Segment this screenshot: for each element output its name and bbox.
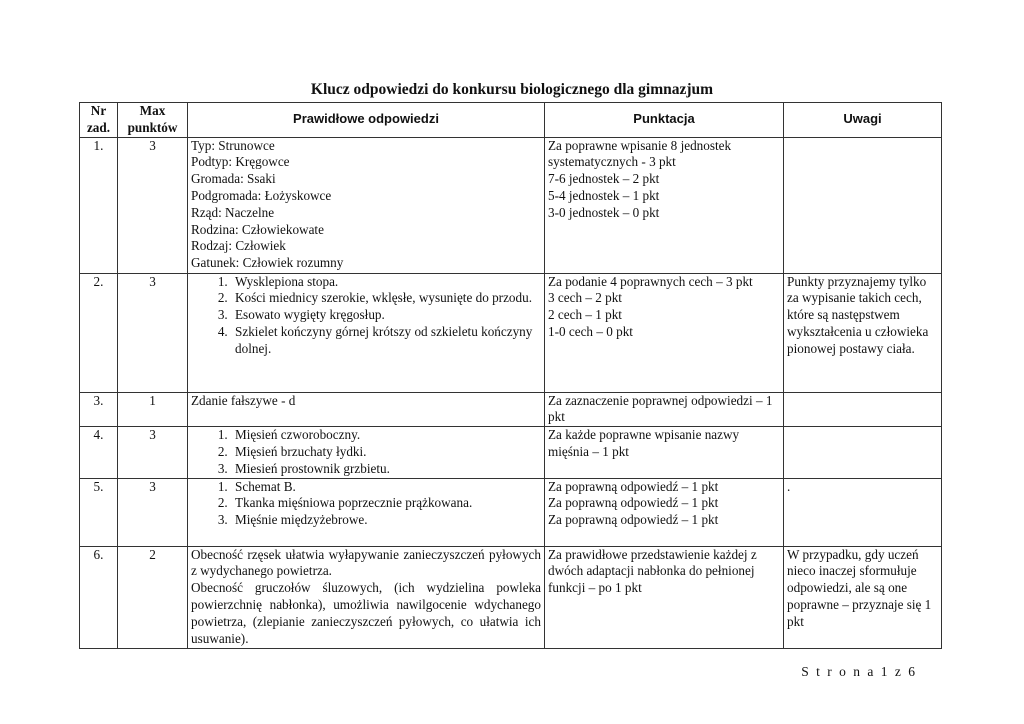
scoring-line: Za poprawną odpowiedź – 1 pkt (548, 478, 719, 494)
row-max-points: 1 (118, 392, 188, 427)
answer-paragraph: Obecność gruczołów śluzowych, (ich wydzielina powleka powierzchnię nabłonka), umożliwia nawilgocenie wdychanego powietrza, (zlepianie zanieczyszczeń pyłowych, co ułatwia ich usuwanie). (191, 580, 541, 646)
answer-line: Gatunek: Człowiek rozumny (191, 255, 344, 271)
answer-line: Rodzaj: Człowiek (191, 238, 286, 254)
answer-line: Gromada: Ssaki (191, 171, 276, 187)
page-number: S t r o n a 1 z 6 (801, 664, 917, 679)
scoring-line: Za prawidłowe przedstawienie każdej z dwóch adaptacji nabłonka do pełnionej funkcji – po 1 pkt (548, 546, 757, 596)
row-scoring (545, 392, 784, 427)
table-row (80, 478, 942, 546)
answer-list (191, 479, 541, 529)
row-answers (188, 137, 545, 273)
row-answers (188, 478, 545, 546)
row-answers: Zdanie fałszywe - d (188, 392, 545, 427)
answer-line: Typ: Strunowce (191, 137, 275, 153)
scoring-line: 2 cech – 1 pkt (548, 307, 622, 323)
answer-line: Podtyp: Kręgowce (191, 154, 290, 170)
row-nr: 4. (80, 427, 118, 478)
answer-list (191, 274, 541, 358)
table-row (80, 137, 942, 273)
header-answers: Prawidłowe odpowiedzi (188, 103, 545, 138)
row-max-points: 3 (118, 427, 188, 478)
row-notes: . (784, 478, 942, 546)
row-notes (784, 392, 942, 427)
answer-item: 1. Schemat B. (231, 479, 541, 496)
table-row (80, 392, 942, 427)
row-notes: W przypadku, gdy uczeń nieco inaczej sformułuje odpowiedzi, ale są one poprawne – przyznaje się 1 pkt (784, 546, 942, 648)
table-row (80, 546, 942, 648)
scoring-line: Za poprawne wpisanie 8 jednostek systematycznych - 3 pkt (548, 137, 732, 170)
row-max-points: 2 (118, 546, 188, 648)
row-max-points: 3 (118, 137, 188, 273)
row-nr: 1. (80, 137, 118, 273)
answer-key-table (79, 102, 942, 649)
answer-item: 2. Tkanka mięśniowa poprzecznie prążkowana. (231, 495, 541, 512)
header-nr: Nr zad. (80, 103, 118, 138)
header-notes: Uwagi (784, 103, 942, 138)
document-title: Klucz odpowiedzi do konkursu biologicznego dla gimnazjum (310, 81, 714, 98)
scoring-line: 1-0 cech – 0 pkt (548, 323, 633, 339)
scoring-line: 3-0 jednostek – 0 pkt (548, 204, 660, 220)
row-notes (784, 137, 942, 273)
row-nr: 6. (80, 546, 118, 648)
answer-paragraph: Obecność rzęsek ułatwia wyłapywanie zanieczyszczeń pyłowych z wydychanego powietrza. (191, 546, 541, 579)
scoring-line: 7-6 jednostek – 2 pkt (548, 171, 660, 187)
answer-list (191, 427, 541, 477)
row-scoring (545, 137, 784, 273)
answer-line: Podgromada: Łożyskowce (191, 187, 332, 203)
answer-item: 4. Szkielet kończyny górnej krótszy od szkieletu kończyny dolnej. (231, 324, 541, 358)
row-max-points: 3 (118, 273, 188, 392)
row-scoring (545, 273, 784, 392)
scoring-line: Za poprawną odpowiedź – 1 pkt (548, 495, 719, 511)
scoring-line: Za poprawną odpowiedź – 1 pkt (548, 512, 719, 528)
answer-item: 3. Esowato wygięty kręgosłup. (231, 307, 541, 324)
header-scoring: Punktacja (545, 103, 784, 138)
table-row (80, 427, 942, 478)
scoring-line: Za każde poprawne wpisanie nazwy mięśnia – 1 pkt (548, 427, 740, 459)
scoring-line: Za podanie 4 poprawnych cech – 3 pkt (548, 273, 753, 289)
answer-line: Rząd: Naczelne (191, 204, 275, 220)
row-scoring (545, 546, 784, 648)
row-nr: 2. (80, 273, 118, 392)
row-notes: Punkty przyznajemy tylko za wypisanie takich cech, które są następstwem wykształcenia u człowieka pionowej postawy ciała. (784, 273, 942, 392)
row-answers (188, 546, 545, 648)
row-nr: 3. (80, 392, 118, 427)
scoring-line: Za zaznaczenie poprawnej odpowiedzi – 1 pkt (548, 392, 773, 425)
header-max-points: Max punktów (118, 103, 188, 138)
answer-item: 1. Mięsień czworoboczny. (231, 427, 541, 444)
answer-item: 3. Mięśnie międzyżebrowe. (231, 512, 541, 529)
scoring-line: 3 cech – 2 pkt (548, 290, 622, 306)
answer-item: 2. Kości miednicy szerokie, wklęsłe, wysunięte do przodu. (231, 290, 541, 307)
row-scoring (545, 427, 784, 478)
row-scoring (545, 478, 784, 546)
answer-item: 1. Wysklepiona stopa. (231, 274, 541, 291)
row-answers (188, 427, 545, 478)
answer-item: 3. Miesień prostownik grzbietu. (231, 461, 541, 478)
table-header-row (80, 103, 942, 138)
answer-line: Rodzina: Człowiekowate (191, 221, 324, 237)
row-max-points: 3 (118, 478, 188, 546)
row-answers (188, 273, 545, 392)
table-row (80, 273, 942, 392)
answer-item: 2. Mięsień brzuchaty łydki. (231, 444, 541, 461)
row-nr: 5. (80, 478, 118, 546)
scoring-line: 5-4 jednostek – 1 pkt (548, 187, 660, 203)
row-notes (784, 427, 942, 478)
